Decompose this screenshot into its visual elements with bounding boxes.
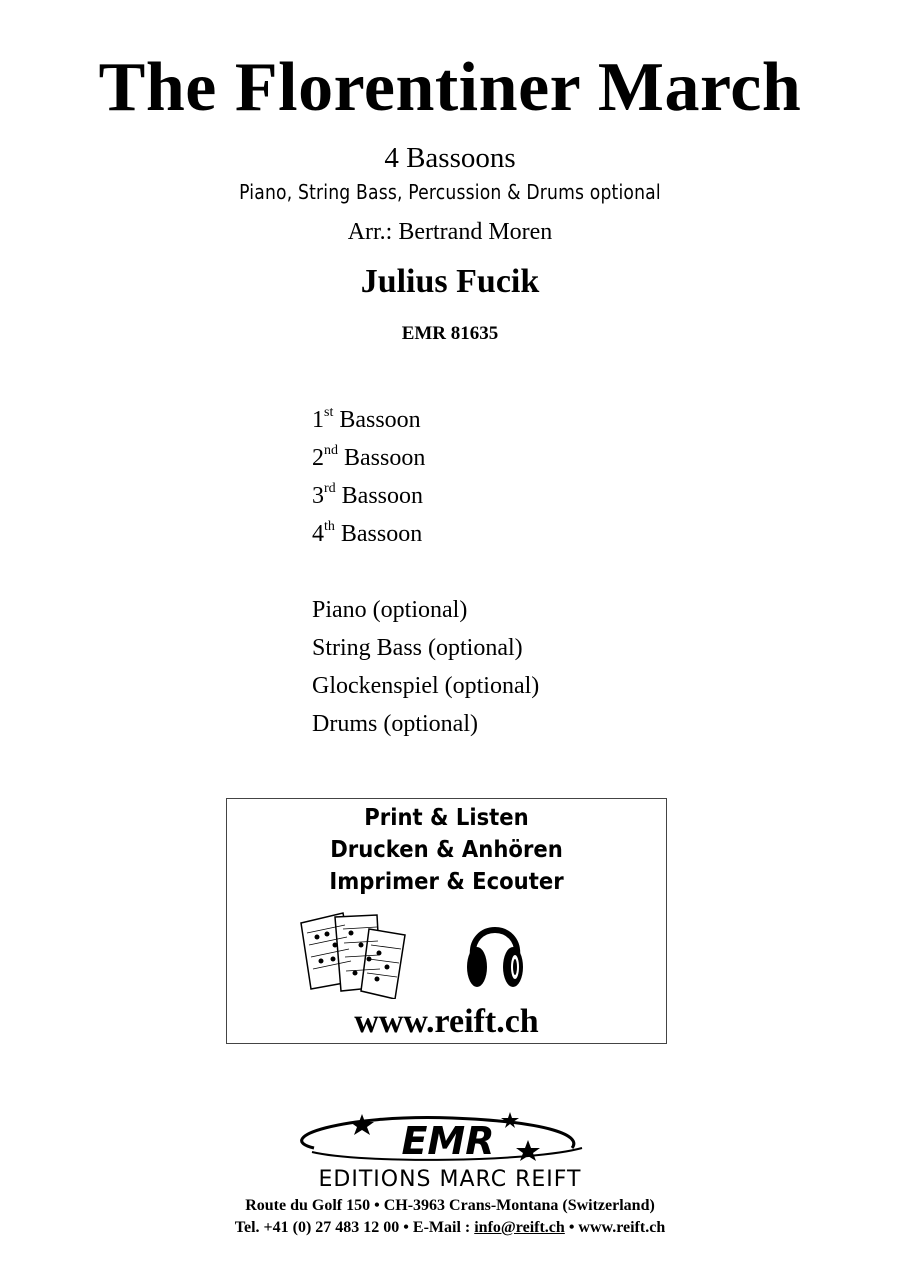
- optional-part-item: String Bass (optional): [312, 635, 523, 661]
- print-listen-box[interactable]: [226, 798, 667, 1044]
- composer: Julius Fucik: [360, 263, 540, 300]
- optional-part-item: Drums (optional): [312, 711, 478, 737]
- arranger: Arr.: Bertrand Moren: [347, 219, 553, 245]
- part-item: 1st Bassoon: [312, 405, 421, 433]
- emr-logo: [252, 1108, 648, 1190]
- subtitle: 4 Bassoons: [384, 142, 516, 174]
- page-title: The Florentiner March: [98, 49, 802, 126]
- headphones-icon: [465, 911, 525, 991]
- website-link[interactable]: www.reift.ch: [354, 1003, 539, 1040]
- catalog-number: EMR 81635: [401, 323, 499, 344]
- optional-part-item: Piano (optional): [312, 597, 468, 623]
- svg-text:EMR: EMR: [401, 1119, 495, 1163]
- part-item: 2nd Bassoon: [312, 443, 426, 471]
- promo-line: Drucken & Anhören: [330, 837, 563, 863]
- publisher-address: Route du Golf 150 • CH-3963 Crans-Montana (Switzerland): [245, 1197, 655, 1214]
- part-item: 3rd Bassoon: [312, 481, 424, 509]
- publisher-contact: Tel. +41 (0) 27 483 12 00 • E-Mail : info@reift.ch • www.reift.ch: [234, 1219, 666, 1236]
- sheet-music-icon: [299, 909, 414, 999]
- email-link[interactable]: info@reift.ch: [474, 1219, 565, 1236]
- svg-text:EDITIONS MARC REIFT: EDITIONS MARC REIFT: [318, 1167, 582, 1190]
- optional-part-item: Glockenspiel (optional): [312, 673, 540, 699]
- instrumentation: Piano, String Bass, Percussion & Drums optional: [239, 180, 661, 204]
- promo-line: Imprimer & Ecouter: [329, 869, 564, 895]
- promo-line: Print & Listen: [364, 805, 529, 831]
- part-item: 4th Bassoon: [312, 519, 423, 547]
- parts-list: [312, 401, 539, 743]
